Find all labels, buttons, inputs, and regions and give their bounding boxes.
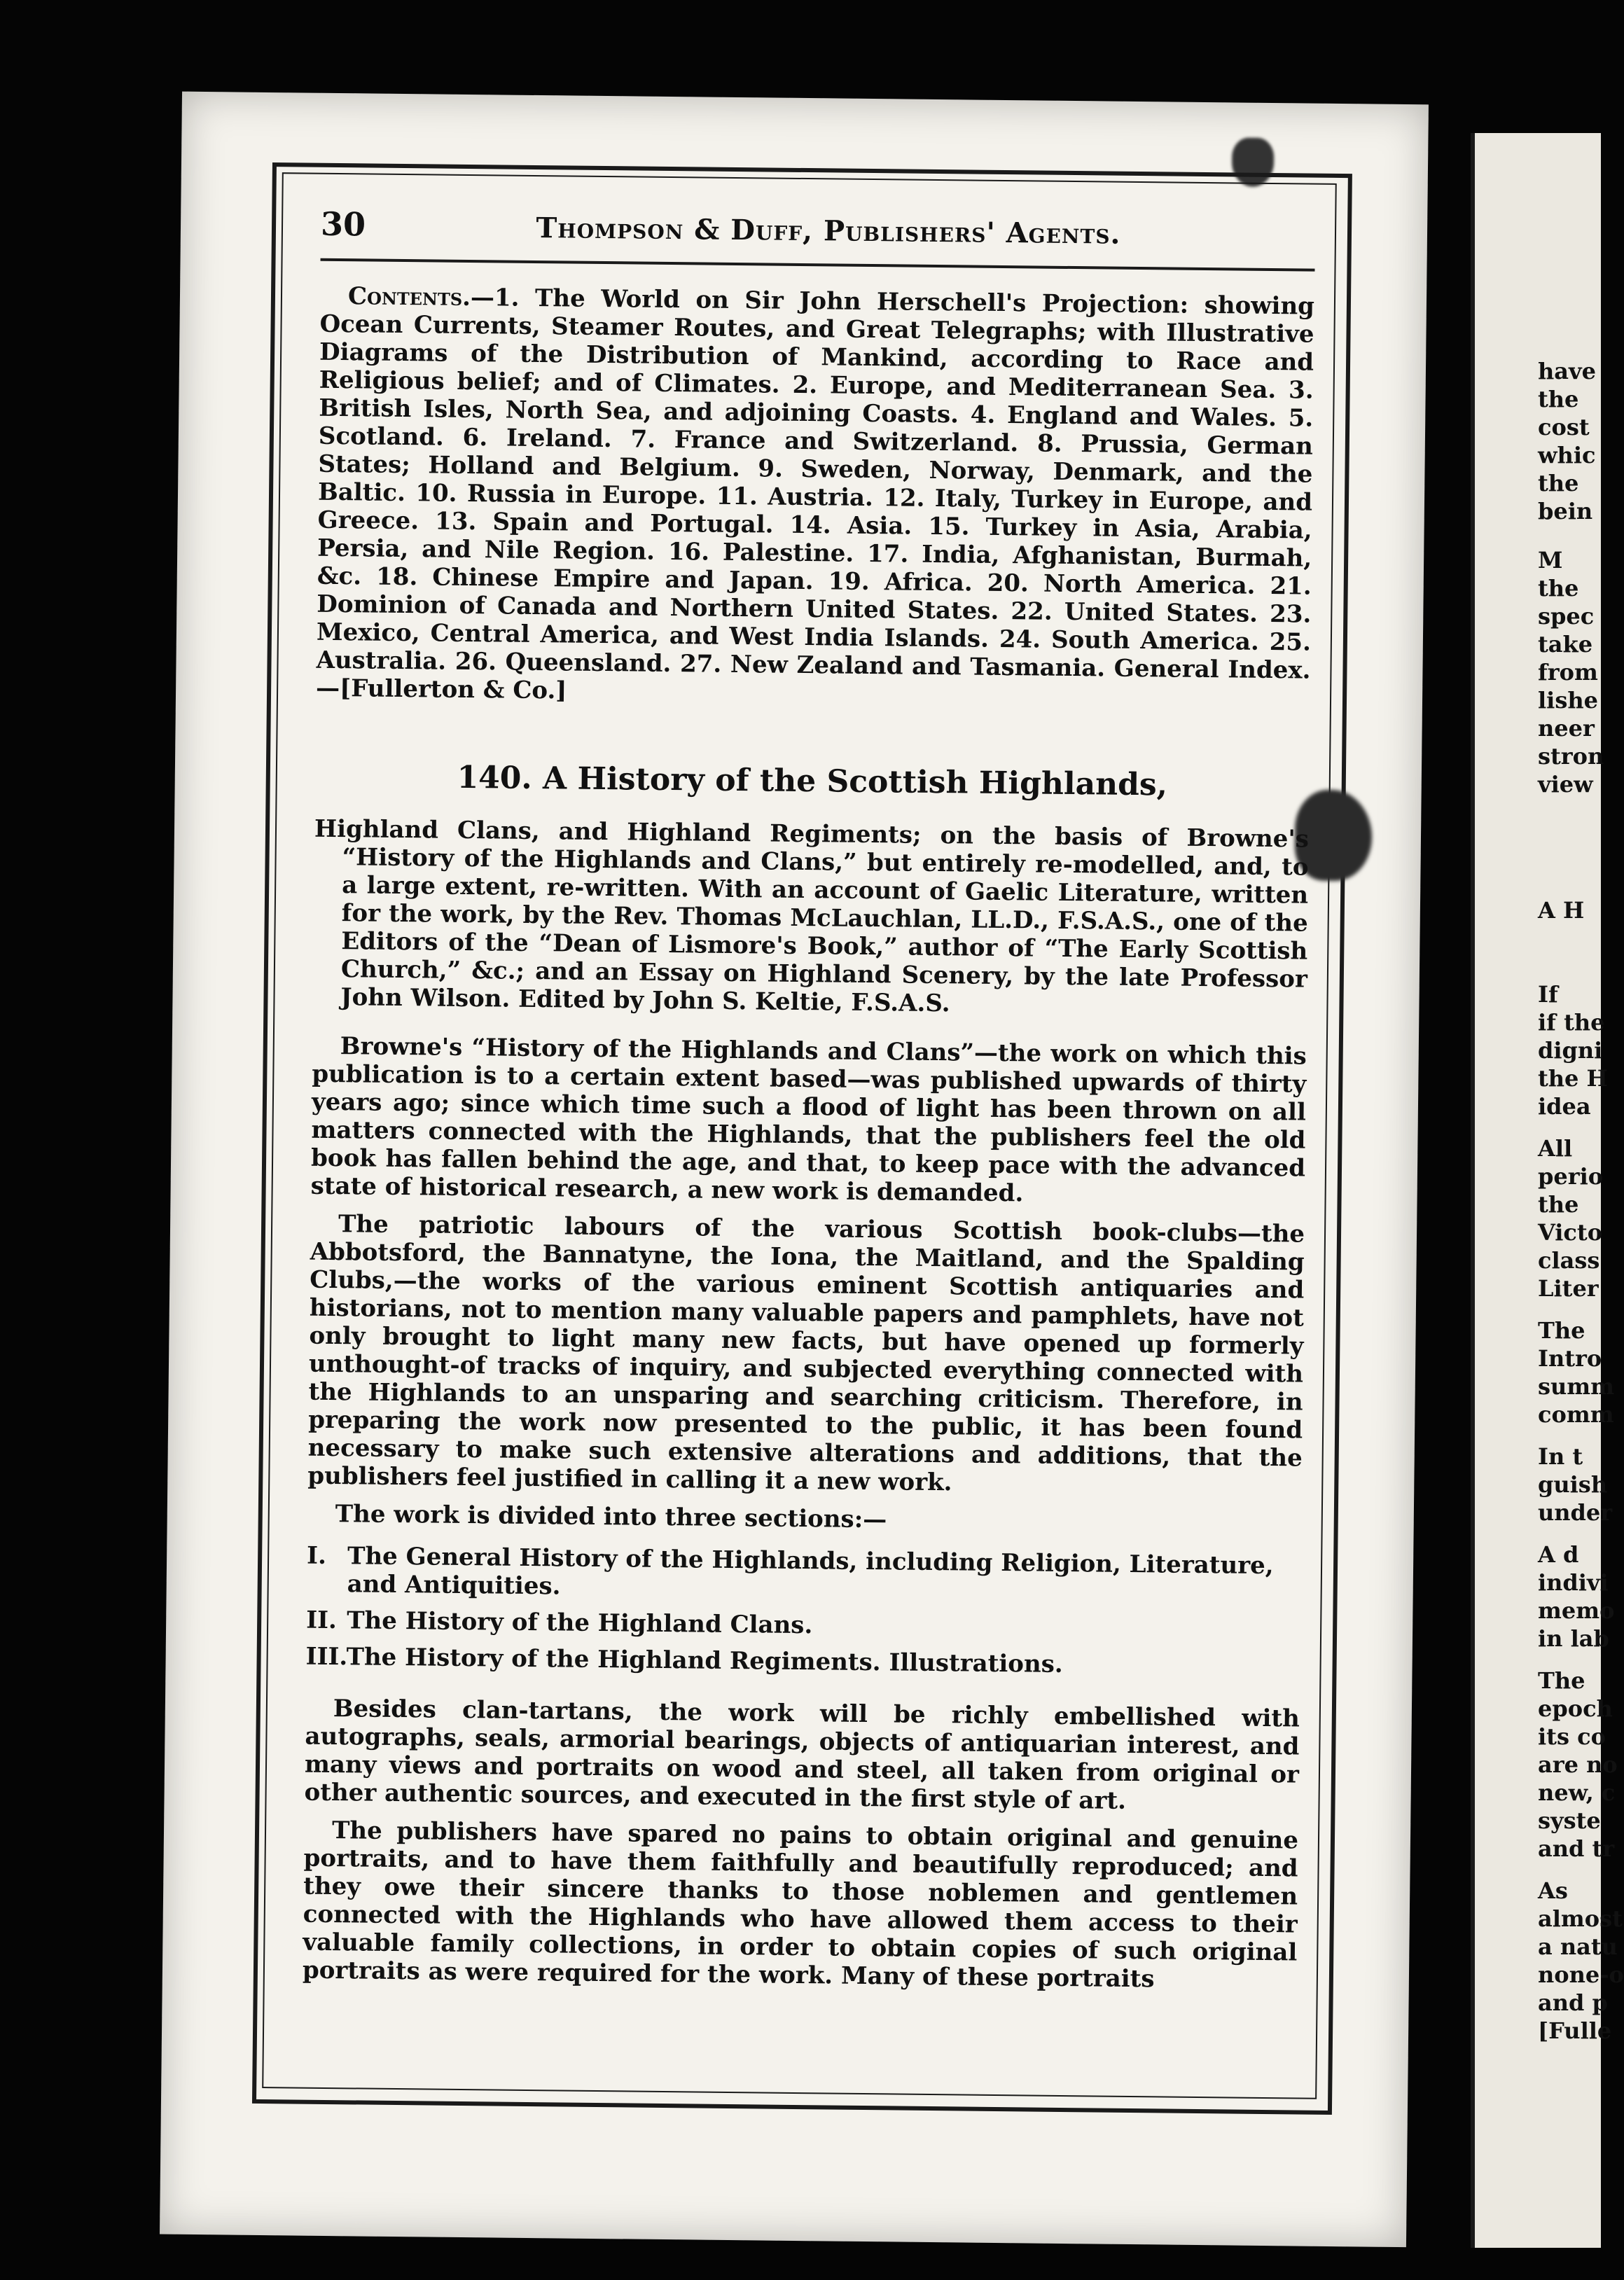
list-item (305, 1643, 1300, 1681)
adjacent-page-line: perio (1538, 1163, 1604, 1190)
adjacent-page-line: in lab (1538, 1625, 1609, 1652)
sections-list (305, 1542, 1301, 1681)
list-item-text: The General History of the Highlands, including Religion, Literature, and Antiquities. (347, 1542, 1274, 1601)
adjacent-page-line: bein (1538, 498, 1593, 524)
adjacent-page-line: epoch (1538, 1695, 1613, 1722)
adjacent-page-line: none-o (1538, 1961, 1624, 1988)
adjacent-page-line: spec (1538, 603, 1595, 630)
running-head: Thompson & Duff, Publishers' Agents. (536, 211, 1121, 251)
list-item-number: I. (306, 1541, 327, 1570)
list-item (307, 1542, 1302, 1608)
adjacent-page-line: from (1538, 659, 1598, 686)
list-item-text: The History of the Highland Clans. (346, 1606, 813, 1640)
adjacent-page-line: whic (1538, 442, 1596, 468)
adjacent-page-line: summ (1538, 1373, 1614, 1400)
adjacent-page-line: [Fulle (1538, 2017, 1612, 2044)
list-item (306, 1606, 1300, 1645)
section-title: 140. A History of the Scottish Highlands, (457, 759, 1168, 803)
adjacent-page-line: M (1538, 547, 1563, 574)
adjacent-page-line: Liter (1538, 1275, 1599, 1302)
adjacent-page-line: A d (1538, 1541, 1579, 1568)
adjacent-page-line: digni (1538, 1037, 1603, 1064)
adjacent-page-line: the (1538, 470, 1579, 496)
adjacent-page-line: indivi (1538, 1569, 1609, 1596)
page-number: 30 (320, 204, 366, 244)
adjacent-page-line: Victo (1538, 1219, 1603, 1246)
subtitle-paragraph: Highland Clans, and Highland Regiments; on the basis of Browne's “History of the Highlands and Clans,” but entirely re-modelled, and, to a large extent, re-written. With an account of Gaelic Literature, written for the work, by the Rev. Thomas McLauchlan, LL.D., F.S.A.S., one of the Editors of the “Dean of Lismore's Book,” author of “The Early Scottish Church,” &c.; and an Essay on Highland Scenery, by the late Professor John Wilson. Edited by John S. Keltie, F.S.A.S. (314, 814, 1310, 1018)
adjacent-page-line: view (1538, 771, 1593, 798)
adjacent-page-line: If (1538, 981, 1558, 1008)
list-item-number: III. (305, 1642, 348, 1671)
adjacent-page-line: under (1538, 1499, 1613, 1526)
paragraph-browne: Browne's “History of the Highlands and Clans”—the work on which this publication is to a certain extent based—was published upwards of thirty years ago; since which time such a flood of light has been thrown on all matters connected with the Highlands, that the publishers feel the old book has fallen behind the age, and that, to keep pace with the advanced state of historical research, a new work is demanded. (310, 1032, 1307, 1208)
sections-intro: The work is divided into three sections:— (335, 1500, 887, 1534)
adjacent-page-line: Intro (1538, 1345, 1602, 1372)
page-header (321, 205, 1316, 265)
adjacent-page-text (1475, 357, 1624, 2045)
adjacent-page-line: guish (1538, 1471, 1608, 1498)
contents-text: 1. The World on Sir John Herschell's Projection: showing Ocean Currents, Steamer Routes, and Great Telegraphs; with Illustrative Diagrams of the Distribution of Mankind, according to Race and Religious belief; and of Climates. 2. Europe, and Mediterranean Sea. 3. British Isles, North Sea, and adjoining Coasts. 4. England and Wales. 5. Scotland. 6. Ireland. 7. France and Switzerland. 8. Prussia, German States; Holland and Belgium. 9. Sweden, Norway, Denmark, and the Baltic. 10. Russia in Europe. 11. Austria. 12. Italy, Turkey in Europe, and Greece. 13. Spain and Portugal. 14. Asia. 15. Turkey in Asia, Arabia, Persia, and Nile Region. 16. Palestine. 17. India, Afghanistan, Burmah, &c. 18. Chinese Empire and Japan. 19. Africa. 20. North America. 21. Dominion of Canada and Northern United States. 22. United States. 23. Mexico, Central America, and West India Islands. 24. South America. 25. Australia. 26. Queensland. 27. New Zealand and Tasmania. General Index.—[Fullerton & Co.] (315, 284, 1315, 705)
list-item-text: The History of the Highland Regiments. Illustrations. (346, 1643, 1063, 1678)
adjacent-page-line: All (1538, 1135, 1573, 1162)
adjacent-page-line: its co (1538, 1723, 1606, 1750)
paragraph-embellishments: Besides clan-tartans, the work will be richly embellished with autographs, seals, armorial bearings, objects of antiquarian interest, and many views and portraits on wood and steel, all taken from original or other authentic sources, and executed in the first style of art. (304, 1695, 1300, 1815)
adjacent-page-line: class (1538, 1247, 1600, 1274)
adjacent-page-fragment (1471, 133, 1624, 2248)
adjacent-page-line: syste (1538, 1807, 1601, 1834)
adjacent-page-line: lishe (1538, 687, 1598, 714)
adjacent-page-line: cost (1538, 414, 1590, 440)
book-page (160, 92, 1429, 2247)
adjacent-page-line: idea (1538, 1093, 1591, 1120)
adjacent-page-line: A H (1538, 897, 1585, 924)
contents-label: Contents.— (347, 282, 495, 312)
list-item-number: II. (305, 1606, 338, 1635)
adjacent-page-line: have (1538, 358, 1596, 384)
adjacent-page-line: if the (1538, 1009, 1605, 1036)
adjacent-page-line: The (1538, 1317, 1585, 1344)
adjacent-page-line: memo (1538, 1597, 1615, 1624)
adjacent-page-line: a natu (1538, 1933, 1618, 1960)
adjacent-page-line: stron (1538, 743, 1604, 770)
adjacent-page-line: take (1538, 631, 1593, 658)
adjacent-page-line: are no (1538, 1751, 1618, 1778)
paragraph-portraits: The publishers have spared no pains to obtain original and genuine portraits, and to have them faithfully and beautifully reproduced; and they owe their sincere thanks to those noblemen and gentlemen connected with the Highlands who have allowed them access to their valuable family collections, in order to obtain copies of such original portraits as were required for the work. Many of these portraits (302, 1816, 1299, 1994)
adjacent-page-line: the (1538, 575, 1579, 602)
adjacent-page-line: the H (1538, 1065, 1608, 1092)
adjacent-page-line: comm (1538, 1401, 1614, 1428)
adjacent-page-line: the (1538, 386, 1579, 412)
adjacent-page-line: and p (1538, 1989, 1608, 2016)
adjacent-page-line: the (1538, 1191, 1579, 1218)
paragraph-patriotic-labours: The patriotic labours of the various Scottish book-clubs—the Abbotsford, the Bannatyne, the Iona, the Maitland, and the Spalding Clubs,—the works of the various eminent Scottish antiquaries and historians, not to mention many valuable papers and pamphlets, have not only brought to light many new facts, but have opened up formerly unthought-of tracks of inquiry, and subjected everything connected with the Highlands to an unsparing and searching criticism. Therefore, in preparing the work now presented to the public, it has been found necessary to make such extensive alterations and additions, that the publishers feel justified in calling it a new work. (307, 1210, 1305, 1497)
adjacent-page-line: The (1538, 1667, 1585, 1694)
adjacent-page-line: In t (1538, 1443, 1583, 1470)
page-content (303, 205, 1316, 2005)
adjacent-page-line: As (1538, 1877, 1568, 1904)
adjacent-page-line: new, c (1538, 1779, 1616, 1806)
adjacent-page-line: and tr (1538, 1835, 1615, 1862)
adjacent-page-line: almost (1538, 1905, 1623, 1932)
adjacent-page-line: neer (1538, 715, 1595, 742)
contents-paragraph (316, 282, 1314, 713)
